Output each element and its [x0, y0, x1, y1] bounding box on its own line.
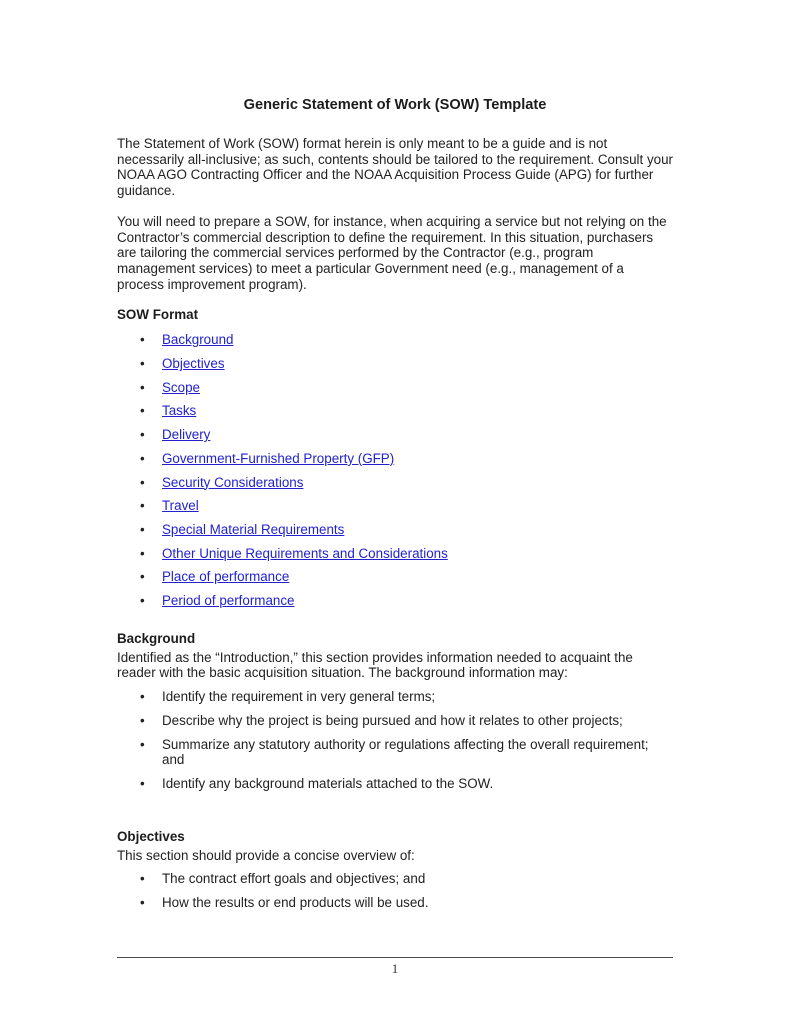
background-intro: Identified as the “Introduction,” this section provides information needed to acquaint the reader with the basic acquisition situation. The background information may:	[117, 649, 633, 681]
sow-format-list-item	[162, 403, 673, 419]
background-bullet	[162, 713, 673, 729]
sow-format-list-item	[162, 427, 673, 443]
bullet-text: Identify the requirement in very general terms;	[162, 689, 436, 705]
intro-paragraph-2: You will need to prepare a SOW, for instance, when acquiring a service but not relying on the Contractor’s commercial description to define the requirement. In this situation, purchasers are tailoring the commercial services performed by the Contractor (e.g., program management services) to meet a particular Government need (e.g., management of a process improvement program).	[117, 213, 667, 292]
sow-format-list-item	[162, 546, 673, 562]
page-number: 1	[391, 961, 399, 976]
objectives-bullet	[162, 895, 673, 911]
sow-format-list-item	[162, 475, 673, 491]
sow-format-list-item	[162, 569, 673, 585]
sow-format-list-item	[162, 356, 673, 372]
background-bullet	[162, 689, 673, 705]
page-footer	[117, 957, 673, 977]
objectives-intro: This section should provide a concise overview of:	[117, 847, 415, 863]
sow-format-list-item	[162, 593, 673, 609]
sow-format-list-item	[162, 451, 673, 467]
sow-section-link[interactable]: Scope	[162, 379, 200, 395]
background-bullet-list	[117, 689, 673, 792]
sow-format-list-item	[162, 332, 673, 348]
section-background	[117, 631, 673, 792]
section-objectives	[117, 829, 673, 911]
background-bullet	[162, 776, 673, 792]
bullet-text: Describe why the project is being pursued and how it relates to other projects;	[162, 712, 623, 728]
sow-section-link[interactable]: Period of performance	[162, 593, 295, 609]
bullet-text: Identify any background materials attached to the SOW.	[162, 775, 494, 791]
bullet-text: Summarize any statutory authority or regulations affecting the overall requirement; and	[162, 736, 649, 768]
sow-format-list-item	[162, 380, 673, 396]
sow-format-list	[117, 332, 673, 608]
sow-section-link[interactable]: Special Material Requirements	[162, 521, 345, 537]
background-bullet	[162, 737, 673, 768]
objectives-bullet-list	[117, 871, 673, 910]
sow-section-link[interactable]: Tasks	[162, 403, 197, 419]
intro-paragraph-1: The Statement of Work (SOW) format herein is only meant to be a guide and is not necessarily all-inclusive; as such, contents should be tailored to the requirement. Consult your NOAA AGO Contracting Officer and the NOAA Acquisition Process Guide (APG) for further guidance.	[117, 136, 673, 199]
sow-section-link[interactable]: Background	[162, 332, 234, 348]
sow-section-link[interactable]: Travel	[162, 498, 199, 514]
sow-section-link[interactable]: Delivery	[162, 427, 211, 443]
background-heading: Background	[117, 630, 196, 646]
objectives-heading: Objectives	[117, 828, 185, 844]
sow-format-heading: SOW Format	[117, 307, 199, 323]
sow-section-link[interactable]: Security Considerations	[162, 474, 304, 490]
sow-section-link[interactable]: Objectives	[162, 356, 225, 372]
sow-section-link[interactable]: Place of performance	[162, 569, 290, 585]
sow-format-list-item	[162, 522, 673, 538]
document-title: Generic Statement of Work (SOW) Template	[243, 97, 547, 113]
sow-section-link[interactable]: Other Unique Requirements and Considerations	[162, 545, 448, 561]
bullet-text: The contract effort goals and objectives; and	[162, 871, 426, 887]
footer-rule	[117, 957, 673, 958]
bullet-text: How the results or end products will be used.	[162, 895, 429, 911]
sow-section-link[interactable]: Government-Furnished Property (GFP)	[162, 450, 395, 466]
sow-format-list-item	[162, 498, 673, 514]
objectives-bullet	[162, 871, 673, 887]
